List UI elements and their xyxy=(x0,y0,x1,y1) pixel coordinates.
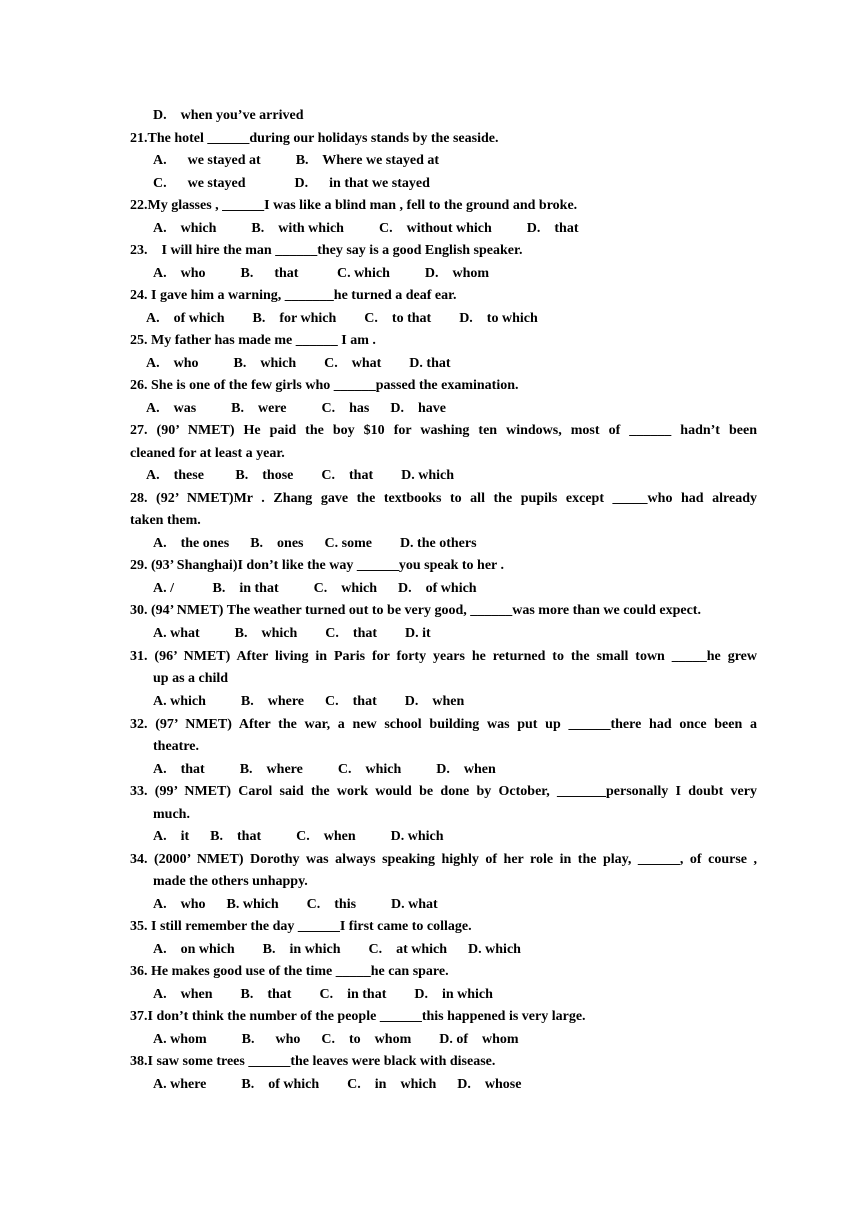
options-24: A. of which B. for which C. to that D. to which xyxy=(146,311,538,326)
question-34: 34. (2000’ NMET) Dorothy was always speaking highly of her role in the play, ______, of course , xyxy=(130,852,757,867)
question-36: 36. He makes good use of the time _____he can spare. xyxy=(130,964,449,979)
options-37: A. whom B. who C. to whom D. of whom xyxy=(153,1032,519,1047)
options-29: A. / B. in that C. which D. of which xyxy=(153,581,477,596)
question-30: 30. (94’ NMET) The weather turned out to be very good, ______was more than we could expect. xyxy=(130,603,701,618)
question-33-cont: much. xyxy=(153,807,190,822)
question-32-cont: theatre. xyxy=(153,739,199,754)
question-33: 33. (99’ NMET) Carol said the work would be done by October, _______personally I doubt very xyxy=(130,784,757,799)
question-22: 22.My glasses , ______I was like a blind man , fell to the ground and broke. xyxy=(130,198,578,213)
question-38: 38.I saw some trees ______the leaves were black with disease. xyxy=(130,1054,496,1069)
question-27: 27. (90’ NMET) He paid the boy $10 for washing ten windows, most of ______ hadn’t been xyxy=(130,423,757,438)
options-27: A. these B. those C. that D. which xyxy=(146,468,454,483)
option-line-20d: D. when you’ve arrived xyxy=(153,108,304,123)
options-26: A. was B. were C. has D. have xyxy=(146,401,446,416)
options-21-cd: C. we stayed D. in that we stayed xyxy=(153,176,430,191)
question-23: 23. I will hire the man ______they say is a good English speaker. xyxy=(130,243,523,258)
options-35: A. on which B. in which C. at which D. which xyxy=(153,942,521,957)
question-24: 24. I gave him a warning, _______he turned a deaf ear. xyxy=(130,288,457,303)
question-28: 28. (92’ NMET)Mr . Zhang gave the textbooks to all the pupils except _____who had already xyxy=(130,491,757,506)
question-26: 26. She is one of the few girls who ______passed the examination. xyxy=(130,378,519,393)
question-25: 25. My father has made me ______ I am . xyxy=(130,333,376,348)
options-23: A. who B. that C. which D. whom xyxy=(153,266,490,281)
options-31: A. which B. where C. that D. when xyxy=(153,694,465,709)
options-25: A. who B. which C. what D. that xyxy=(146,356,451,371)
options-33: A. it B. that C. when D. which xyxy=(153,829,444,844)
options-30: A. what B. which C. that D. it xyxy=(153,626,431,641)
question-29: 29. (93’ Shanghai)I don’t like the way ______you speak to her . xyxy=(130,558,505,573)
options-28: A. the ones B. ones C. some D. the others xyxy=(153,536,477,551)
question-31-cont: up as a child xyxy=(153,671,229,686)
options-32: A. that B. where C. which D. when xyxy=(153,762,496,777)
options-21-ab: A. we stayed at B. Where we stayed at xyxy=(153,153,440,168)
options-34: A. who B. which C. this D. what xyxy=(153,897,438,912)
question-32: 32. (97’ NMET) After the war, a new school building was put up ______there had once been a xyxy=(130,717,757,732)
question-37: 37.I don’t think the number of the people ______this happened is very large. xyxy=(130,1009,586,1024)
question-21: 21.The hotel ______during our holidays stands by the seaside. xyxy=(130,131,499,146)
question-35: 35. I still remember the day ______I first came to collage. xyxy=(130,919,472,934)
options-22: A. which B. with which C. without which D. that xyxy=(153,221,579,236)
question-27-cont: cleaned for at least a year. xyxy=(130,446,285,461)
options-38: A. where B. of which C. in which D. whose xyxy=(153,1077,522,1092)
question-31: 31. (96’ NMET) After living in Paris for forty years he returned to the small town _____he grew xyxy=(130,649,757,664)
question-34-cont: made the others unhappy. xyxy=(153,874,308,889)
question-28-cont: taken them. xyxy=(130,513,201,528)
options-36: A. when B. that C. in that D. in which xyxy=(153,987,493,1002)
